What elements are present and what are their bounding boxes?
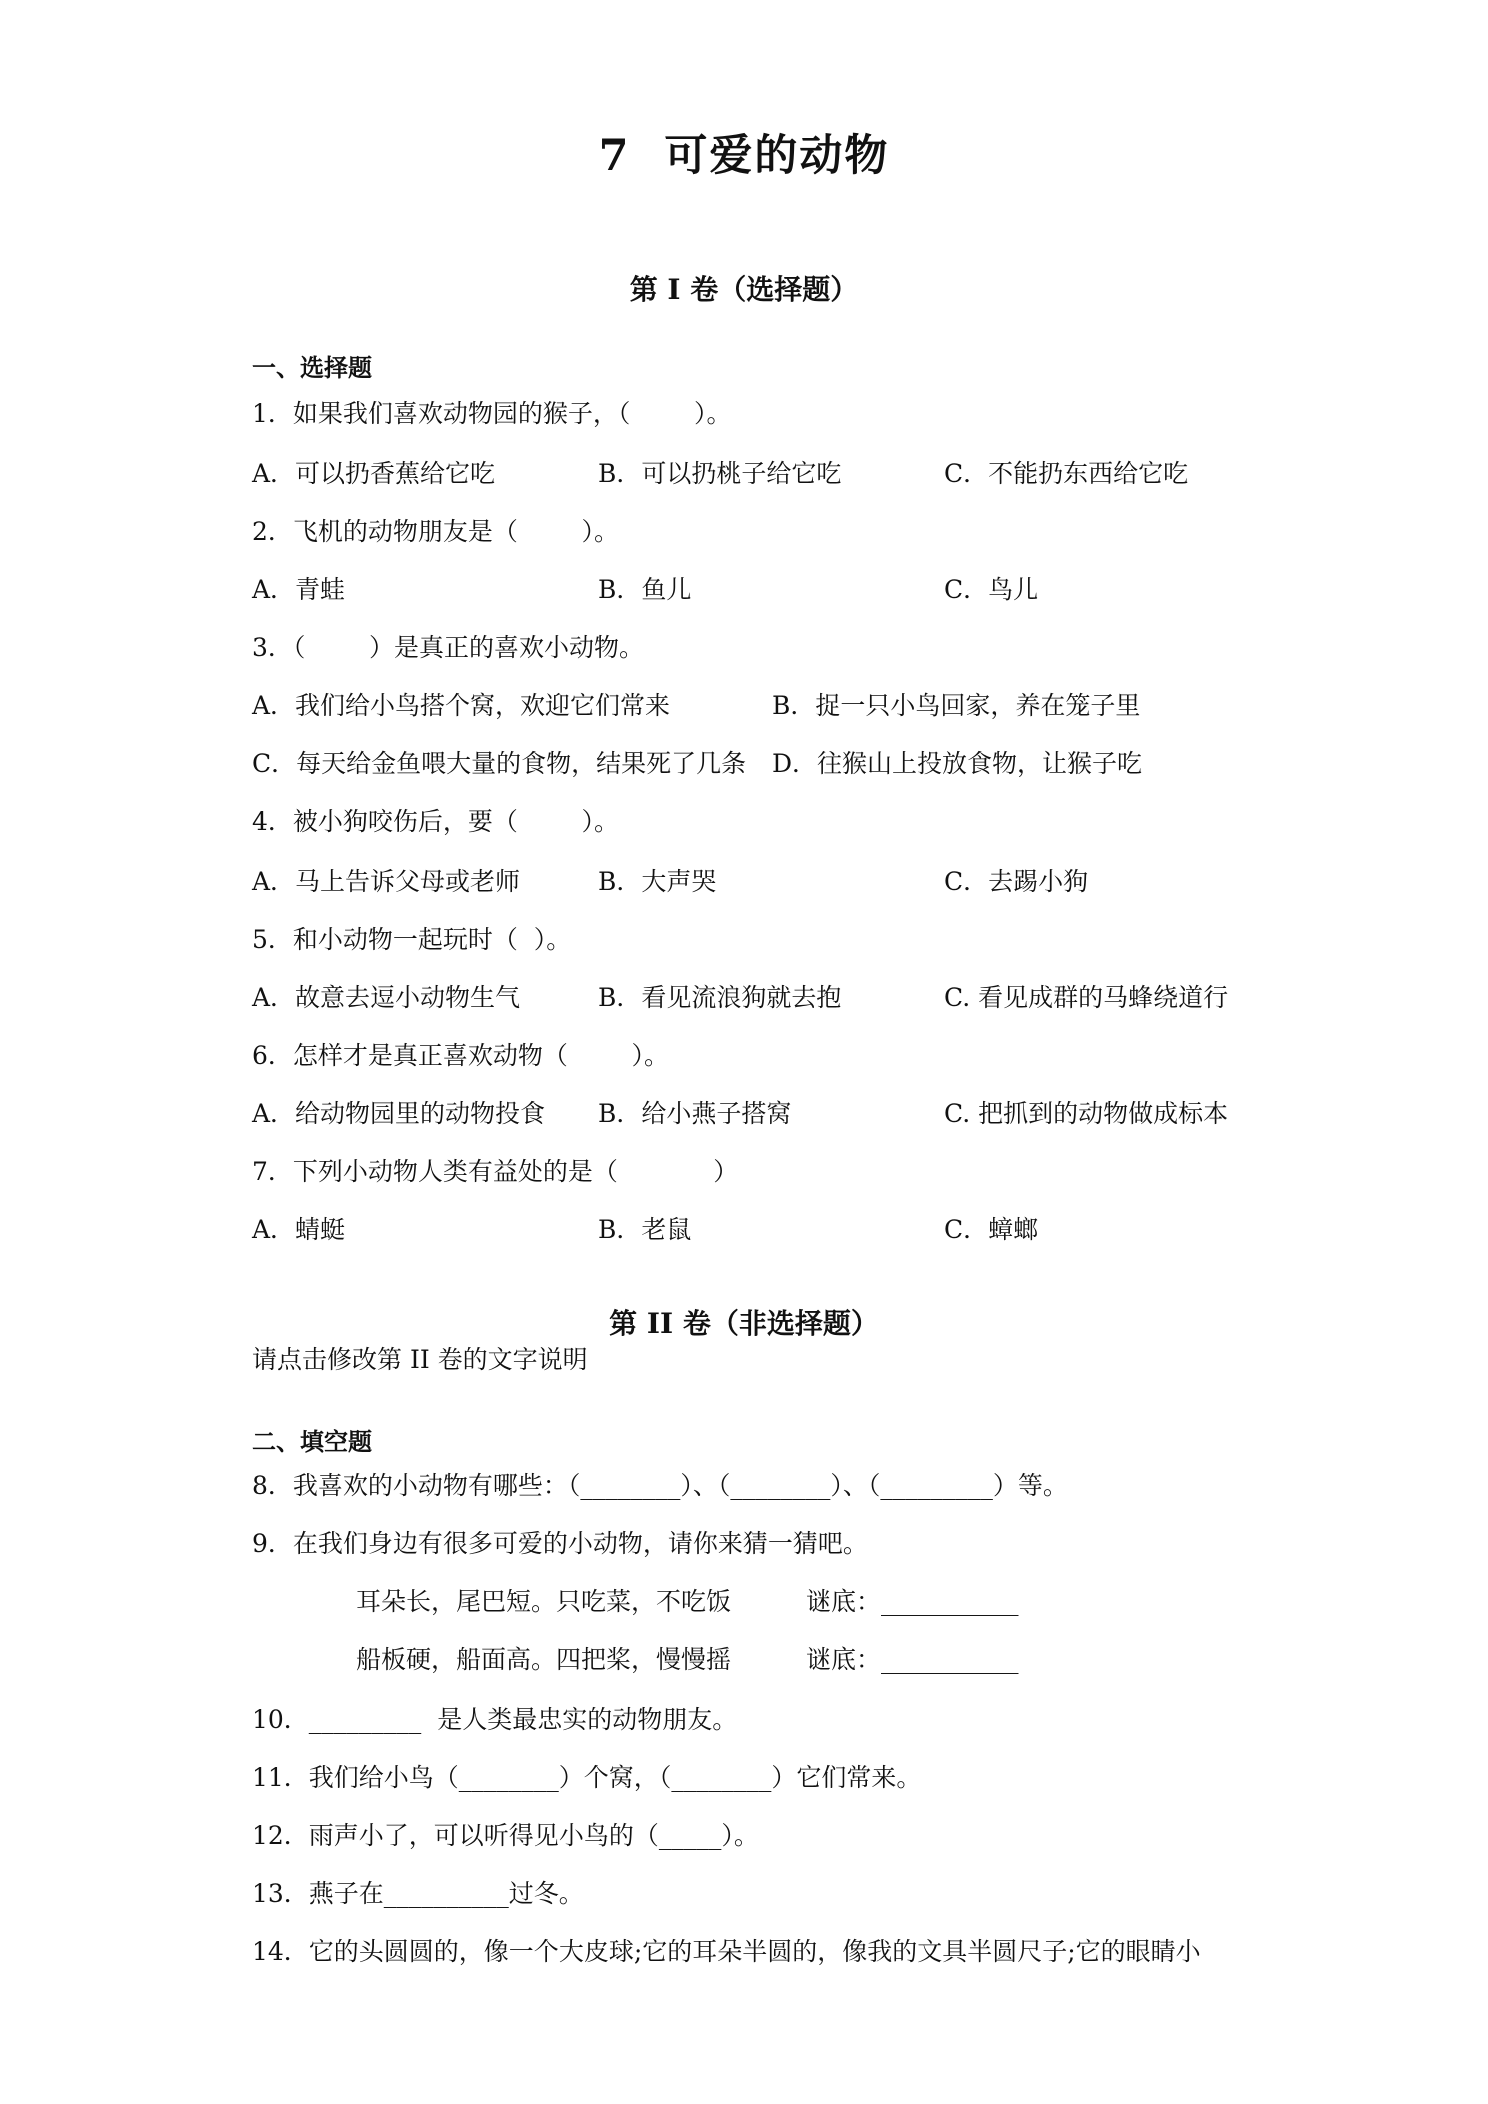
q7-option-a: A．蜻蜓 [252,1215,346,1244]
q3-option-d: D．往猴山上投放食物，让猴子吃 [772,749,1143,778]
q3-option-b: B．捉一只小鸟回家，养在笼子里 [772,691,1141,720]
question-10: 10．_________ 是人类最忠实的动物朋友。 [252,1705,738,1734]
q5-option-b: B．看见流浪狗就去抱 [598,983,842,1012]
volume-2-note: 请点击修改第 II 卷的文字说明 [252,1345,588,1374]
question-5: 5．和小动物一起玩时（ ）。 [252,925,572,954]
q4-option-b: B．大声哭 [598,867,717,896]
q6-option-c: C. 把抓到的动物做成标本 [944,1099,1229,1128]
question-6: 6．怎样才是真正喜欢动物（ ）。 [252,1041,669,1070]
question-4: 4．被小狗咬伤后，要（ ）。 [252,807,619,836]
question-8: 8．我喜欢的小动物有哪些：（________）、（________）、（_________）等。 [252,1471,1068,1500]
q5-option-a: A．故意去逗小动物生气 [252,983,521,1012]
q7-option-b: B．老鼠 [598,1215,692,1244]
q3-option-a: A．我们给小鸟搭个窝，欢迎它们常来 [252,691,671,720]
section-1-heading: 一、选择题 [252,353,372,382]
question-2: 2．飞机的动物朋友是（ ）。 [252,517,619,546]
q4-option-c: C．去踢小狗 [944,867,1089,896]
question-1: 1．如果我们喜欢动物园的猴子，（ ）。 [252,399,732,428]
q2-option-b: B．鱼儿 [598,575,692,604]
question-3: 3．（ ）是真正的喜欢小动物。 [252,633,644,662]
q2-option-c: C．鸟儿 [944,575,1039,604]
q5-option-c: C. 看见成群的马蜂绕道行 [944,983,1229,1012]
riddle-2-text: 船板硬，船面高。四把桨，慢慢摇 [356,1645,732,1674]
q2-option-a: A．青蛙 [252,575,346,604]
question-9: 9．在我们身边有很多可爱的小动物，请你来猜一猜吧。 [252,1529,868,1558]
q6-option-b: B．给小燕子搭窝 [598,1099,792,1128]
q1-option-a: A．可以扔香蕉给它吃 [252,459,496,488]
q4-option-a: A．马上告诉父母或老师 [252,867,521,896]
question-12: 12．雨声小了，可以听得见小鸟的（_____）。 [252,1821,759,1850]
q6-option-a: A．给动物园里的动物投食 [252,1099,546,1128]
q1-option-b: B．可以扔桃子给它吃 [598,459,842,488]
riddle-2-answer: 谜底：___________ [806,1645,1019,1674]
document-title: 7 可爱的动物 [598,131,890,181]
riddle-1-text: 耳朵长，尾巴短。只吃菜，不吃饭 [356,1587,732,1616]
question-13: 13．燕子在__________过冬。 [252,1879,584,1908]
q3-option-c: C．每天给金鱼喂大量的食物，结果死了几条 [252,749,747,778]
volume-2-title: 第 II 卷（非选择题） [609,1307,879,1340]
riddle-1-answer: 谜底：___________ [806,1587,1019,1616]
q1-option-c: C．不能扔东西给它吃 [944,459,1189,488]
question-11: 11．我们给小鸟（________）个窝，（________）它们常来。 [252,1763,922,1792]
q7-option-c: C．蟑螂 [944,1215,1039,1244]
volume-1-title: 第 I 卷（选择题） [629,273,859,306]
question-14: 14．它的头圆圆的，像一个大皮球;它的耳朵半圆的，像我的文具半圆尺子;它的眼睛小 [252,1937,1201,1966]
question-7: 7．下列小动物人类有益处的是（ ） [252,1157,739,1186]
section-2-heading: 二、填空题 [252,1427,372,1456]
